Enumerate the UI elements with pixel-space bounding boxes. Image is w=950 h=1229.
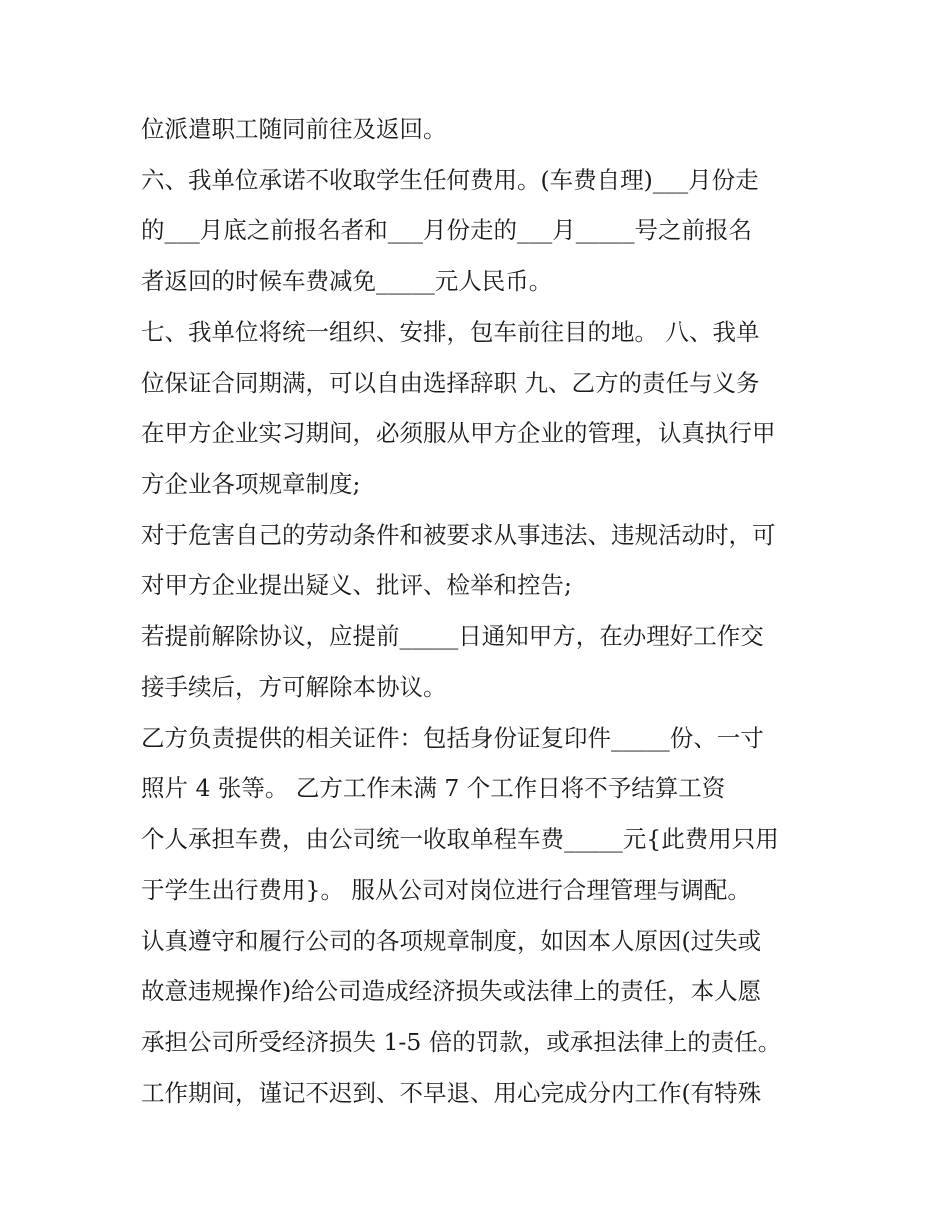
text-line: 方企业各项规章制度; (141, 470, 361, 498)
text-line: 个人承担车费，由公司统一收取单程车费_____元{此费用只用 (141, 825, 779, 853)
text-line: 位保证合同期满，可以自由选择辞职 九、乙方的责任与义务 (141, 369, 760, 397)
text-line: 乙方负责提供的相关证件：包括身份证复印件_____份、一寸 (141, 724, 764, 752)
text-line: 故意违规操作)给公司造成经济损失或法律上的责任，本人愿 (141, 977, 762, 1005)
text-line: 对于危害自己的劳动条件和被要求从事违法、违规活动时，可 (141, 521, 776, 549)
text-line: 者返回的时候车费减免_____元人民币。 (141, 267, 553, 295)
text-line: 接手续后，方可解除本协议。 (141, 673, 447, 701)
text-line: 工作期间，谨记不迟到、不早退、用心完成分内工作(有特殊 (141, 1079, 762, 1107)
text-line: 六、我单位承诺不收取学生任何费用。(车费自理)___月份走 (141, 166, 759, 194)
text-line: 对甲方企业提出疑义、批评、检举和控告; (141, 571, 572, 599)
text-line: 若提前解除协议，应提前_____日通知甲方，在办理好工作交 (141, 622, 764, 650)
text-line: 的___月底之前报名者和___月份走的___月_____号之前报名 (141, 216, 752, 244)
text-line: 于学生出行费用}。 服从公司对岗位进行合理管理与调配。 (141, 876, 751, 904)
text-line: 位派遣职工随同前往及返回。 (141, 115, 447, 143)
text-line: 照片 4 张等。 乙方工作未满 7 个工作日将不予结算工资 (141, 774, 726, 802)
text-line: 承担公司所受经济损失 1-5 倍的罚款，或承担法律上的责任。 (141, 1028, 782, 1056)
text-line: 认真遵守和履行公司的各项规章制度，如因本人原因(过失或 (141, 927, 762, 955)
text-line: 七、我单位将统一组织、安排，包车前往目的地。 八、我单 (141, 318, 760, 346)
text-line: 在甲方企业实习期间，必须服从甲方企业的管理，认真执行甲 (141, 419, 776, 447)
